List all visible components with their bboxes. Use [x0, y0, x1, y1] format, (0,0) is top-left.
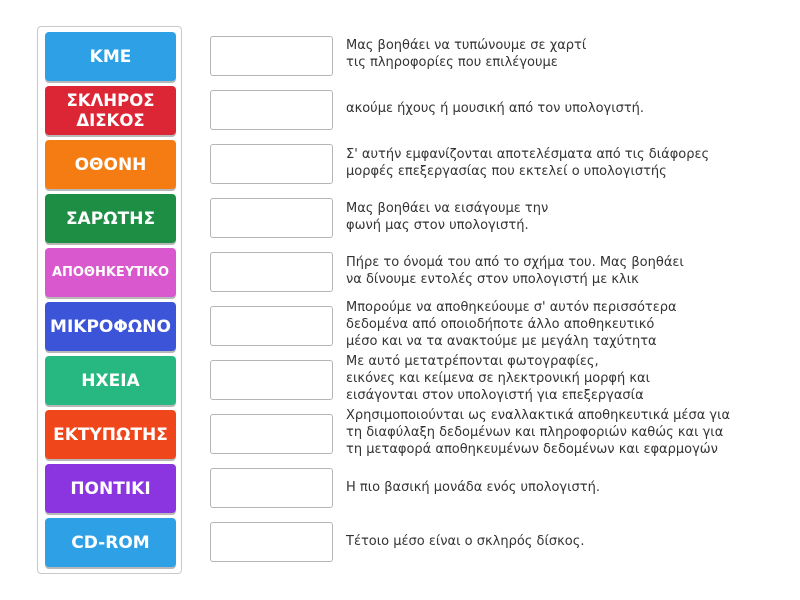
- term-tile-cd-rom[interactable]: [45, 518, 176, 567]
- description-4: Μας βοηθάει να εισάγουμε την φωνή μας στον υπολογιστή.: [346, 201, 549, 233]
- answer-slot-10[interactable]: [210, 522, 333, 562]
- term-tile-othoni[interactable]: [45, 140, 176, 189]
- answer-slot-4[interactable]: [210, 198, 333, 238]
- term-label: ΣΚΛΗΡΟΣ ΔΙΣΚΟΣ: [66, 90, 155, 130]
- term-label: ΠΟΝΤΙΚΙ: [70, 478, 151, 499]
- word-bank: [37, 26, 182, 574]
- answer-slot-7[interactable]: [210, 360, 333, 400]
- description-5: Πήρε το όνομά του από το σχήμα του. Μας βοηθάει να δίνουμε εντολές στον υπολογιστή με κλικ: [346, 255, 684, 287]
- term-tile-kme[interactable]: [45, 32, 176, 81]
- description-1: Μας βοηθάει να τυπώνουμε σε χαρτί τις πληροφορίες που επιλέγουμε: [346, 38, 587, 70]
- term-tile-mikrofono[interactable]: [45, 302, 176, 351]
- answer-slot-3[interactable]: [210, 144, 333, 184]
- description-7: Με αυτό μετατρέπονται φωτογραφίες, εικόνες και κείμενα σε ηλεκτρονική μορφή και εισάγονται στον υπολογιστή για επεξεργασία: [346, 354, 651, 403]
- answer-slot-9[interactable]: [210, 468, 333, 508]
- term-tile-sarotis[interactable]: [45, 194, 176, 243]
- term-label: ΑΠΟΘΗΚΕΥΤΙΚΟ: [51, 264, 170, 280]
- term-tile-icheia[interactable]: [45, 356, 176, 405]
- term-label: ΟΘΟΝΗ: [74, 154, 147, 175]
- answer-slot-2[interactable]: [210, 90, 333, 130]
- answer-slot-1[interactable]: [210, 36, 333, 76]
- term-label: ΜΙΚΡΟΦΩΝΟ: [50, 316, 171, 337]
- description-3: Σ' αυτήν εμφανίζονται αποτελέσματα από τις διάφορες μορφές επεξεργασίας που εκτελεί ο υπολογιστής: [346, 147, 710, 179]
- term-label: ΚΜΕ: [89, 46, 132, 67]
- term-tile-pontiki[interactable]: [45, 464, 176, 513]
- answer-slot-5[interactable]: [210, 252, 333, 292]
- description-8: Χρησιμοποιούνται ως εναλλακτικά αποθηκευτικά μέσα για τη διαφύλαξη δεδομένων και πληροφοριών καθώς και για τη μεταφορά αποθηκευμένων δεδομένων και εφαρμογών: [346, 408, 731, 457]
- description-10: Τέτοιο μέσο είναι ο σκληρός δίσκος.: [346, 534, 585, 549]
- term-tile-skliros-diskos[interactable]: [45, 86, 176, 135]
- answer-slot-8[interactable]: [210, 414, 333, 454]
- answer-slot-6[interactable]: [210, 306, 333, 346]
- description-6: Μπορούμε να αποθηκεύουμε σ' αυτόν περισσότερα δεδομένα από οποιοδήποτε άλλο αποθηκευτικό μέσο και να τα ανακτούμε με μεγάλη ταχύτητα: [346, 300, 677, 349]
- term-tile-ektypotis[interactable]: [45, 410, 176, 459]
- term-label: ΗΧΕΙΑ: [81, 370, 140, 391]
- term-label: ΣΑΡΩΤΗΣ: [65, 208, 156, 229]
- term-label: ΕΚΤΥΠΩΤΗΣ: [53, 424, 168, 445]
- term-label: CD-ROM: [71, 532, 150, 553]
- description-9: Η πιο βασική μονάδα ενός υπολογιστή.: [346, 480, 600, 495]
- term-tile-apothikeftiko[interactable]: [45, 248, 176, 297]
- description-2: ακούμε ήχους ή μουσική από τον υπολογιστή.: [346, 101, 645, 116]
